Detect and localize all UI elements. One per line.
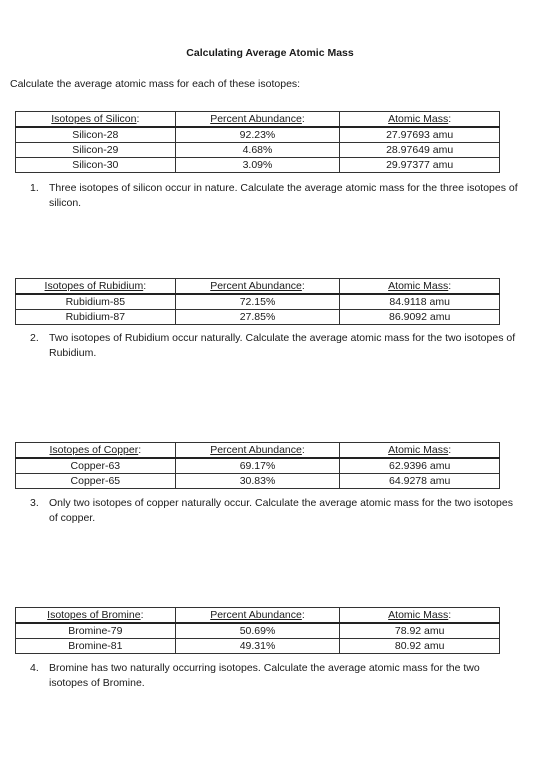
- abundance-header: Percent Abundance:: [175, 279, 340, 295]
- isotope-name: Rubidium-85: [16, 294, 176, 310]
- atomic-mass: 27.97693 amu: [340, 127, 500, 143]
- copper-isotope-table: [15, 442, 500, 489]
- table-header-row: [16, 443, 500, 459]
- page-title: Calculating Average Atomic Mass: [186, 47, 354, 59]
- silicon-isotope-table: [15, 111, 500, 173]
- table-row: [16, 158, 500, 173]
- isotope-name: Rubidium-87: [16, 310, 176, 325]
- table-row: [16, 127, 500, 143]
- table-row: [16, 294, 500, 310]
- isotope-name: Bromine-81: [16, 639, 176, 654]
- question-number: 2.: [30, 332, 39, 344]
- atomic-mass: 29.97377 amu: [340, 158, 500, 173]
- isotope-name: Silicon-28: [16, 127, 176, 143]
- isotope-name: Bromine-79: [16, 623, 176, 639]
- percent-abundance: 92.23%: [175, 127, 340, 143]
- table-row: [16, 623, 500, 639]
- question-text: Only two isotopes of copper naturally occur. Calculate the average atomic mass for the two isotopes of copper.: [49, 497, 513, 524]
- table-row: [16, 474, 500, 489]
- percent-abundance: 4.68%: [175, 143, 340, 158]
- rubidium-isotope-table: [15, 278, 500, 325]
- mass-header: Atomic Mass:: [340, 608, 500, 624]
- question-text: Two isotopes of Rubidium occur naturally. Calculate the average atomic mass for the two isotopes of Rubidium.: [49, 332, 516, 359]
- mass-header: Atomic Mass:: [340, 443, 500, 459]
- instructions-text: Calculate the average atomic mass for each of these isotopes:: [10, 78, 301, 90]
- percent-abundance: 72.15%: [175, 294, 340, 310]
- question-number: 3.: [30, 497, 39, 509]
- table-row: [16, 310, 500, 325]
- table-row: [16, 143, 500, 158]
- atomic-mass: 84.9118 amu: [340, 294, 500, 310]
- abundance-header: Percent Abundance:: [175, 608, 340, 624]
- isotope-name: Copper-63: [16, 458, 176, 474]
- isotope-name: Silicon-29: [16, 143, 176, 158]
- table-row: [16, 639, 500, 654]
- table-header-row: [16, 279, 500, 295]
- question-number: 4.: [30, 662, 39, 674]
- percent-abundance: 3.09%: [175, 158, 340, 173]
- atomic-mass: 62.9396 amu: [340, 458, 500, 474]
- abundance-header: Percent Abundance:: [175, 443, 340, 459]
- isotopes-header: Isotopes of Silicon:: [16, 112, 176, 128]
- question-text: Three isotopes of silicon occur in nature. Calculate the average atomic mass for the three isotopes of silicon.: [49, 182, 518, 209]
- table-header-row: [16, 112, 500, 128]
- isotopes-header: Isotopes of Copper:: [16, 443, 176, 459]
- percent-abundance: 27.85%: [175, 310, 340, 325]
- atomic-mass: 86.9092 amu: [340, 310, 500, 325]
- bromine-isotope-table: [15, 607, 500, 654]
- abundance-header: Percent Abundance:: [175, 112, 340, 128]
- table-header-row: [16, 608, 500, 624]
- atomic-mass: 80.92 amu: [340, 639, 500, 654]
- percent-abundance: 50.69%: [175, 623, 340, 639]
- percent-abundance: 49.31%: [175, 639, 340, 654]
- percent-abundance: 69.17%: [175, 458, 340, 474]
- atomic-mass: 78.92 amu: [340, 623, 500, 639]
- mass-header: Atomic Mass:: [340, 112, 500, 128]
- isotopes-header: Isotopes of Bromine:: [16, 608, 176, 624]
- percent-abundance: 30.83%: [175, 474, 340, 489]
- table-row: [16, 458, 500, 474]
- isotope-name: Silicon-30: [16, 158, 176, 173]
- question-text: Bromine has two naturally occurring isotopes. Calculate the average atomic mass for the two isotopes of Bromine.: [49, 662, 480, 689]
- mass-header: Atomic Mass:: [340, 279, 500, 295]
- isotope-name: Copper-65: [16, 474, 176, 489]
- question-number: 1.: [30, 182, 39, 194]
- isotopes-header: Isotopes of Rubidium:: [16, 279, 176, 295]
- atomic-mass: 28.97649 amu: [340, 143, 500, 158]
- atomic-mass: 64.9278 amu: [340, 474, 500, 489]
